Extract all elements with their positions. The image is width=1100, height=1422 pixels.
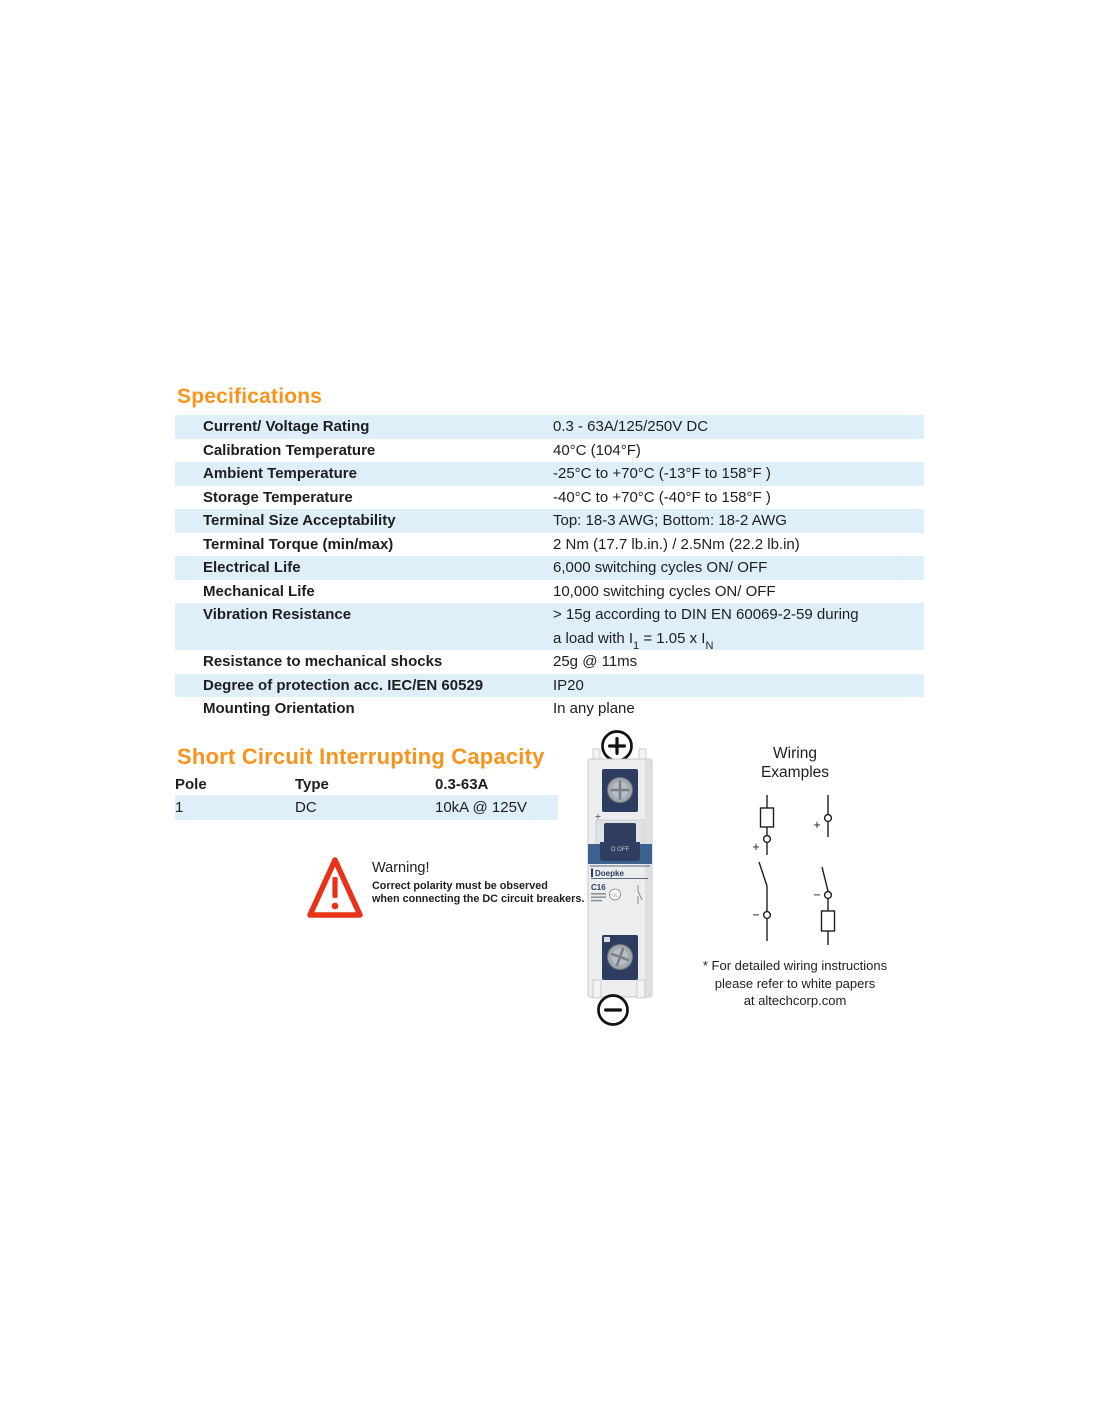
spec-value-line2: a load with $I_1 = 1.05$ x $I_N$ (553, 629, 714, 652)
spec-label: Mounting Orientation (203, 700, 355, 718)
warning-line1: Correct polarity must be observed (372, 880, 548, 892)
ul-certification-icon (610, 889, 621, 900)
brand-label: Doepke (595, 869, 624, 878)
toggle-switch (600, 823, 640, 861)
minus-terminal-icon (599, 996, 628, 1025)
spec-label: Resistance to mechanical shocks (203, 653, 443, 671)
spec-value: 2 Nm (17.7 lb.in.) / 2.5Nm (22.2 lb.in) (553, 535, 800, 553)
spec-row-calibration-temp (175, 439, 924, 463)
wiring-title-line1: Wiring (773, 745, 817, 762)
specifications-table (175, 415, 924, 721)
warning-text-block (372, 860, 584, 906)
spec-row-mounting-orientation (175, 697, 924, 721)
fine-print-line (591, 900, 602, 902)
spec-label: Storage Temperature (203, 488, 353, 506)
spec-label: Current/ Voltage Rating (203, 418, 370, 436)
spec-label: Ambient Temperature (203, 465, 357, 483)
spec-label: Vibration Resistance (203, 606, 352, 623)
fine-print-line (591, 893, 606, 895)
wiring-diagram (735, 789, 865, 953)
spec-row-terminal-torque (175, 533, 924, 557)
bottom-terminal (602, 935, 638, 980)
brand-mark (591, 869, 593, 878)
spec-value-line1: > 15g according to DIN EN 60069-2-59 during (553, 606, 859, 623)
spec-row-vibration-resistance (175, 603, 924, 650)
wiring-footnote (660, 957, 930, 1010)
col-header-type: Type (295, 775, 329, 793)
spec-value: 10,000 switching cycles ON/ OFF (553, 582, 776, 600)
specifications-title: Specifications (177, 385, 323, 408)
left-minus-label: − (752, 908, 760, 922)
spec-label: Degree of protection acc. IEC/EN 60529 (203, 676, 484, 694)
bottom-prong-left (593, 980, 601, 998)
spec-row-ambient-temp (175, 462, 924, 486)
wiring-title-line2: Examples (760, 764, 830, 781)
spec-row-protection-degree (175, 674, 924, 698)
short-circuit-header-row (175, 773, 558, 795)
right-minus-label: − (813, 888, 821, 902)
body-shadow (645, 760, 651, 996)
bottom-prong-right (637, 980, 645, 998)
spec-label: Terminal Size Acceptability (203, 512, 396, 530)
spec-row-current-voltage (175, 415, 924, 439)
spec-value: 40°C (104°F) (553, 441, 641, 459)
warning-triangle-icon (306, 855, 364, 921)
wiring-circuit-left (759, 795, 774, 941)
warning-line2: when connecting the DC circuit breakers. (372, 892, 585, 905)
spec-value (553, 603, 924, 656)
spec-value: 0.3 - 63A/125/250V DC (553, 418, 709, 436)
spec-label: Calibration Temperature (203, 441, 376, 459)
left-plus-label: + (752, 840, 760, 854)
col-header-rating: 0.3-63A (435, 775, 489, 793)
circuit-breaker-image (578, 728, 662, 1030)
toggle-off-label: O OFF (610, 847, 630, 853)
spec-label: Electrical Life (203, 559, 301, 577)
footnote-line2: please refer to white papers (714, 975, 876, 991)
wiring-examples-title (730, 744, 860, 782)
spec-label: Mechanical Life (203, 582, 315, 600)
spec-row-terminal-size (175, 509, 924, 533)
plus-terminal-icon (603, 732, 632, 761)
spec-value: -40°C to +70°C (-40°F to 158°F ) (553, 488, 771, 506)
spec-row-mechanical-life (175, 580, 924, 604)
short-circuit-title: Short Circuit Interrupting Capacity (177, 744, 545, 769)
spec-label: Terminal Torque (min/max) (203, 535, 394, 553)
spec-value: 6,000 switching cycles ON/ OFF (553, 559, 768, 577)
short-circuit-table (175, 773, 558, 820)
footnote-line3: at altechcorp.com (743, 993, 847, 1008)
spec-row-storage-temp (175, 486, 924, 510)
cell-pole: 1 (175, 799, 184, 816)
cell-rating: 10kA @ 125V (435, 799, 527, 816)
cell-type: DC (295, 799, 317, 816)
spec-row-electrical-life (175, 556, 924, 580)
footnote-line1: * For detailed wiring instructions (702, 958, 888, 973)
spec-value: -25°C to +70°C (-13°F to 158°F ) (553, 465, 771, 483)
short-circuit-data-row (175, 795, 558, 820)
spec-value: 25g @ 11ms (553, 653, 638, 671)
spec-value: IP20 (553, 676, 584, 694)
spec-value: Top: 18-3 AWG; Bottom: 18-2 AWG (553, 512, 787, 530)
col-header-pole: Pole (175, 775, 207, 793)
svg-text:UL: UL (612, 892, 618, 898)
top-terminal (602, 769, 638, 812)
right-plus-label: + (813, 818, 821, 832)
model-label: C16 (591, 883, 606, 892)
wiring-circuit-right (822, 795, 835, 945)
fine-print-line (591, 896, 606, 898)
warning-title: Warning! (372, 860, 430, 876)
spec-value: In any plane (553, 700, 635, 718)
spec-row-mechanical-shocks (175, 650, 924, 674)
